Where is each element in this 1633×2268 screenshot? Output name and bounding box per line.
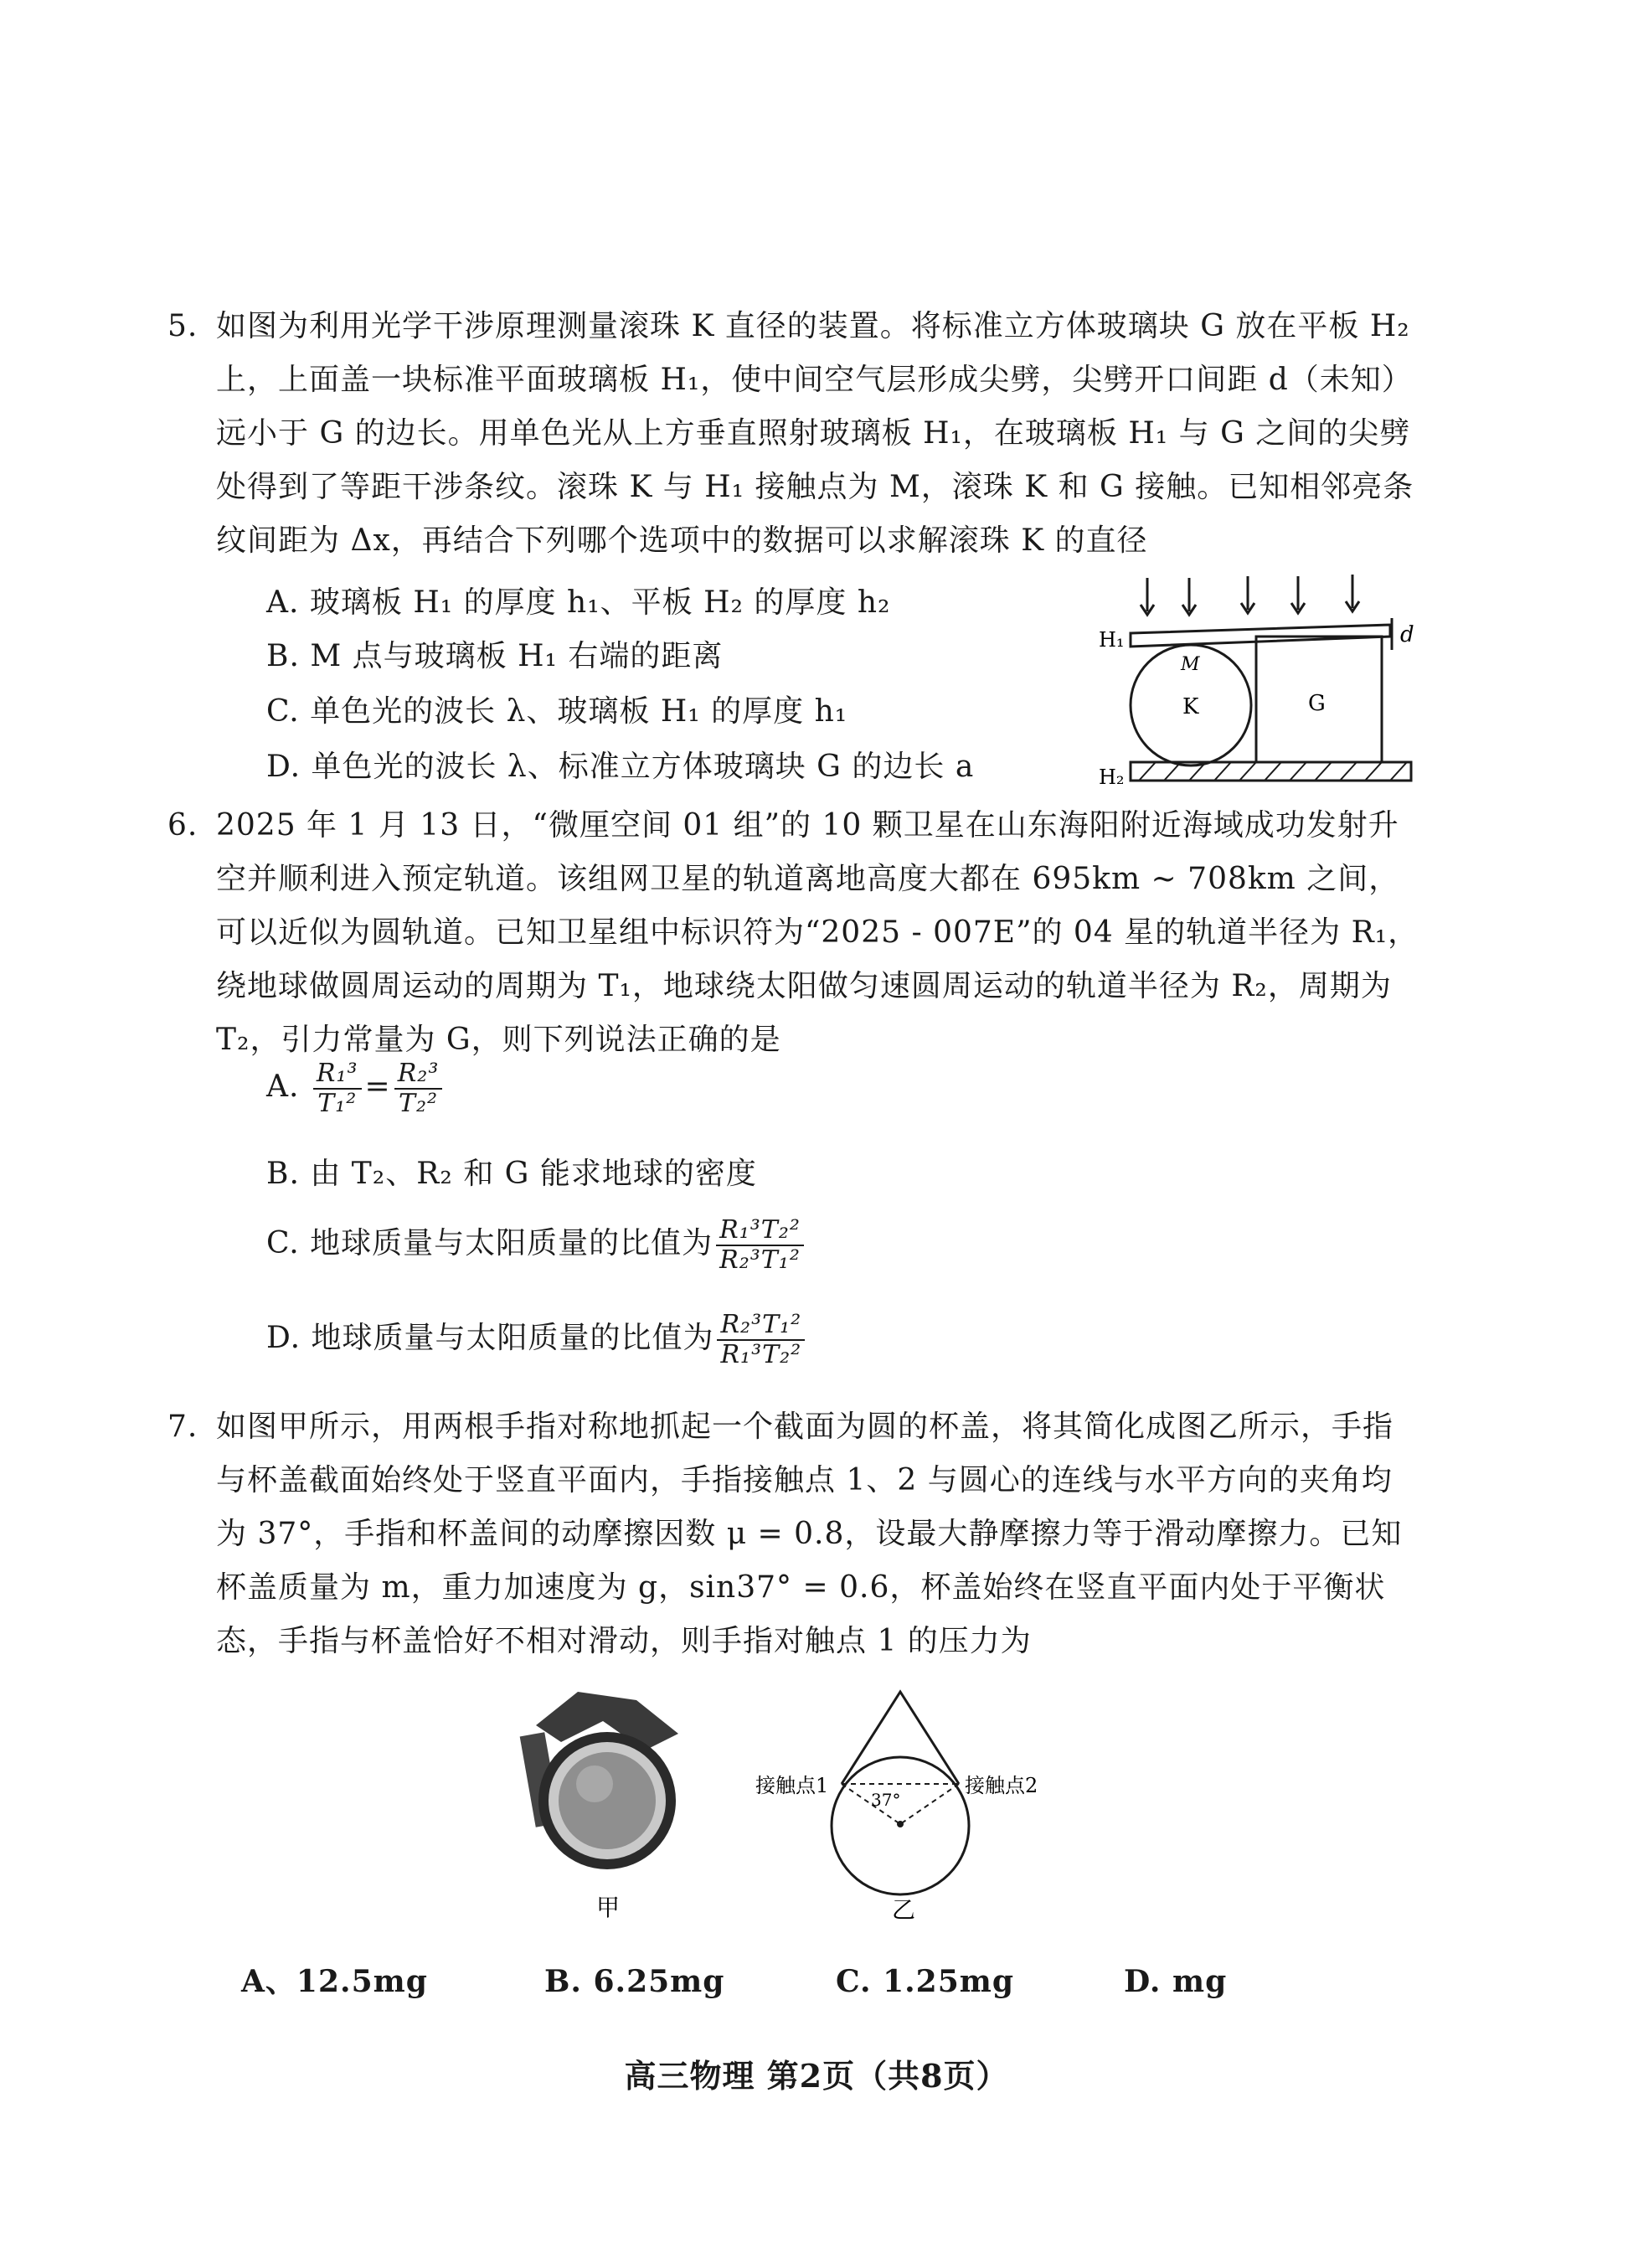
q7-option-d: D. mg <box>1124 1964 1228 1999</box>
caption-yi: 乙 <box>892 1896 916 1924</box>
q6-a-fraction-1: $\frac{\text{R₁³}}{\text{T₁²}}$ <box>313 1059 362 1118</box>
q6-d-fraction: $\frac{\text{R₂³T₁²}}{\text{R₁³T₂²}}$ <box>717 1311 805 1369</box>
label-h1: H₁ <box>1099 628 1125 652</box>
q5-figure <box>1089 570 1424 796</box>
q5-option-b: B. M 点与玻璃板 H₁ 右端的距离 <box>266 639 724 673</box>
cup-lid-photo <box>520 1692 678 1869</box>
q5-option-d: D. 单色光的波长 λ、标准立方体玻璃块 G 的边长 a <box>266 750 975 784</box>
question-6 <box>167 799 1422 1067</box>
question-6-stem: 6. 2025 年 1 月 13 日，“微厘空间 01 组”的 10 颗卫星在山东海阳附近海域成功发射升空并顺利进入预定轨道。该组网卫星的轨道离地高度大都在 695km ~ 708km 之间，可以近似为圆轨道。已知卫星组中标识符为“2025 - 007E”的 04 星的轨道半径为 R₁，绕地球做圆周运动的周期为 T₁，地球绕太阳做匀速圆周运动的轨道半径为 R₂，周期为 T₂，引力常量为 G，则下列说法正确的是 <box>216 799 1422 1067</box>
caption-jia: 甲 <box>596 1894 621 1921</box>
q6-option-c: C. 地球质量与太阳质量的比值为 $\frac{\text{R₁³T₂²}}{\text{R₂³T₁²}}$ <box>266 1216 807 1275</box>
q6-a-fraction-2: $\frac{\text{R₂³}}{\text{T₂²}}$ <box>394 1059 443 1118</box>
label-g: G <box>1308 691 1326 716</box>
q5-option-c: C. 单色光的波长 λ、玻璃板 H₁ 的厚度 h₁ <box>266 694 848 729</box>
question-5-number: 5. <box>167 309 198 343</box>
question-7-stem: 7. 如图甲所示，用两根手指对称地抓起一个截面为圆的杯盖，将其简化成图乙所示，手指与杯盖截面始终处于竖直平面内，手指接触点 1、2 与圆心的连线与水平方向的夹角均为 37°，手指和杯盖间的动摩擦因数 μ = 0.8，设最大静摩擦力等于滑动摩擦力。已知杯盖质量为 m，重力加速度为 g，sin37° = 0.6，杯盖始终在竖直平面内处于平衡状态，手指与杯盖恰好不相对滑动，则手指对触点 1 的压力为 <box>216 1400 1422 1668</box>
question-7 <box>167 1400 1422 1668</box>
angle-label: 37° <box>871 1790 901 1810</box>
contact-1-label: 接触点1 <box>755 1774 829 1797</box>
label-m: M <box>1181 654 1200 675</box>
contact-2-label: 接触点2 <box>965 1774 1038 1797</box>
q7-option-b: B. 6.25mg <box>544 1964 725 1999</box>
question-5 <box>167 300 1422 568</box>
q6-option-d: D. 地球质量与太阳质量的比值为 $\frac{\text{R₂³T₁²}}{\text{R₁³T₂²}}$ <box>266 1311 808 1369</box>
q6-option-b: B. 由 T₂、R₂ 和 G 能求地球的密度 <box>266 1157 757 1191</box>
q7-option-c: C. 1.25mg <box>836 1964 1015 1999</box>
question-5-stem: 5. 如图为利用光学干涉原理测量滚珠 K 直径的装置。将标准立方体玻璃块 G 放在平板 H₂ 上，上面盖一块标准平面玻璃板 H₁，使中间空气层形成尖劈，尖劈开口间距 d（未知）远小于 G 的边长。用单色光从上方垂直照射玻璃板 H₁，在玻璃板 H₁ 与 G 之间的尖劈处得到了等距干涉条纹。滚珠 K 与 H₁ 接触点为 M，滚珠 K 和 G 接触。已知相邻亮条纹间距为 Δx，再结合下列哪个选项中的数据可以求解滚珠 K 的直径 <box>216 300 1422 568</box>
label-k: K <box>1182 694 1199 719</box>
label-h2: H₂ <box>1099 765 1125 789</box>
q5-option-a: A. 玻璃板 H₁ 的厚度 h₁、平板 H₂ 的厚度 h₂ <box>266 585 891 620</box>
page-footer: 高三物理 第2页（共8页） <box>624 2057 1009 2095</box>
q7-figure <box>502 1675 1105 1943</box>
label-d: d <box>1400 622 1414 647</box>
q6-c-fraction: $\frac{\text{R₁³T₂²}}{\text{R₂³T₁²}}$ <box>716 1216 804 1275</box>
question-7-number: 7. <box>167 1410 198 1444</box>
q7-option-a: A、12.5mg <box>241 1964 428 1999</box>
q6-option-a: A. $\frac{\text{R₁³}}{\text{T₁²}}$ = $\frac{\text{R₂³}}{\text{T₂²}}$ <box>266 1059 446 1118</box>
question-6-number: 6. <box>167 808 198 843</box>
